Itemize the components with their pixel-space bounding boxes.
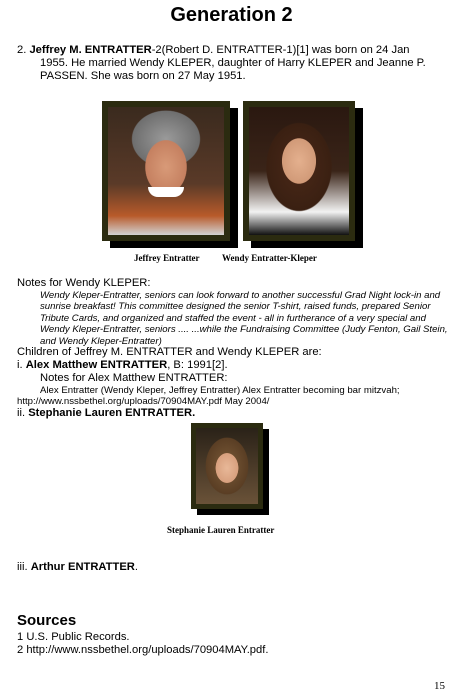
page-number: 15 [434, 680, 445, 692]
page-title: Generation 2 [170, 4, 293, 26]
notes-alex-line1: Alex Entratter (Wendy Kleper, Jeffrey Entratter) Alex Entratter becoming bar mitzvah; [40, 385, 400, 396]
note-line: Tribute Cards, and organized and staffed the event - all in furtherance of a very special and [40, 312, 426, 324]
stephanie-portrait-image [196, 428, 258, 504]
smile-shape [148, 187, 184, 197]
child-arthur-end: . [134, 561, 138, 573]
source-item-1: 1 U.S. Public Records. [17, 631, 130, 643]
note-line: Wendy Kleper-Entratter, seniors can look forward to another successful Grad Night lock-in and [40, 290, 441, 301]
notes-wendy-heading: Notes for Wendy KLEPER: [17, 277, 151, 289]
jeffrey-portrait-image [108, 107, 224, 235]
child-arthur [17, 561, 138, 574]
notes-alex-heading: Notes for Alex Matthew ENTRATTER: [40, 372, 228, 384]
child-number: i. [17, 359, 23, 371]
source-item-2: 2 http://www.nssbethel.org/uploads/70904MAY.pdf. [17, 644, 269, 656]
child-birth: , B: 1991[2]. [167, 359, 228, 371]
child-alex [17, 359, 228, 372]
caption-jeffrey: Jeffrey Entratter [134, 253, 200, 263]
entry-line-2: 1955. He married Wendy KLEPER, daughter of Harry KLEPER and Jeanne P. [40, 57, 426, 69]
note-line: sunrise breakfast! This committee designed the senior T-shirt, raised funds, prepared Senior [40, 301, 431, 313]
child-number: ii. [17, 407, 26, 419]
notes-wendy-body [40, 290, 450, 347]
sources-heading: Sources [17, 612, 77, 629]
child-stephanie [17, 407, 195, 420]
entry-line1-rest: -2(Robert D. ENTRATTER-1)[1] was born on 24 Jan [151, 44, 410, 56]
note-line: Wendy Kleper-Entratter, seniors .... ...while the Fundraising Committee (Judy Fenton, Gail Stein, [40, 324, 448, 336]
child-name: Arthur ENTRATTER [30, 561, 135, 573]
child-number: iii. [17, 561, 28, 573]
entry-line-3: PASSEN. She was born on 27 May 1951. [40, 70, 246, 82]
entry-paragraph [17, 44, 447, 83]
wendy-portrait-image [249, 107, 349, 235]
child-name: Alex Matthew ENTRATTER [25, 359, 168, 371]
entry-number: 2. [17, 44, 27, 56]
entry-line-1 [17, 44, 447, 57]
notes-alex-line2: http://www.nssbethel.org/uploads/70904MAY.pdf May 2004/ [17, 396, 270, 407]
person-name: Jeffrey M. ENTRATTER [29, 44, 152, 56]
caption-wendy: Wendy Entratter-Kleper [222, 253, 317, 263]
children-heading: Children of Jeffrey M. ENTRATTER and Wendy KLEPER are: [17, 346, 322, 358]
note-line: and Wendy Kleper-Entratter) [40, 335, 162, 347]
child-name: Stephanie Lauren ENTRATTER. [28, 407, 196, 419]
caption-stephanie: Stephanie Lauren Entratter [167, 525, 275, 535]
